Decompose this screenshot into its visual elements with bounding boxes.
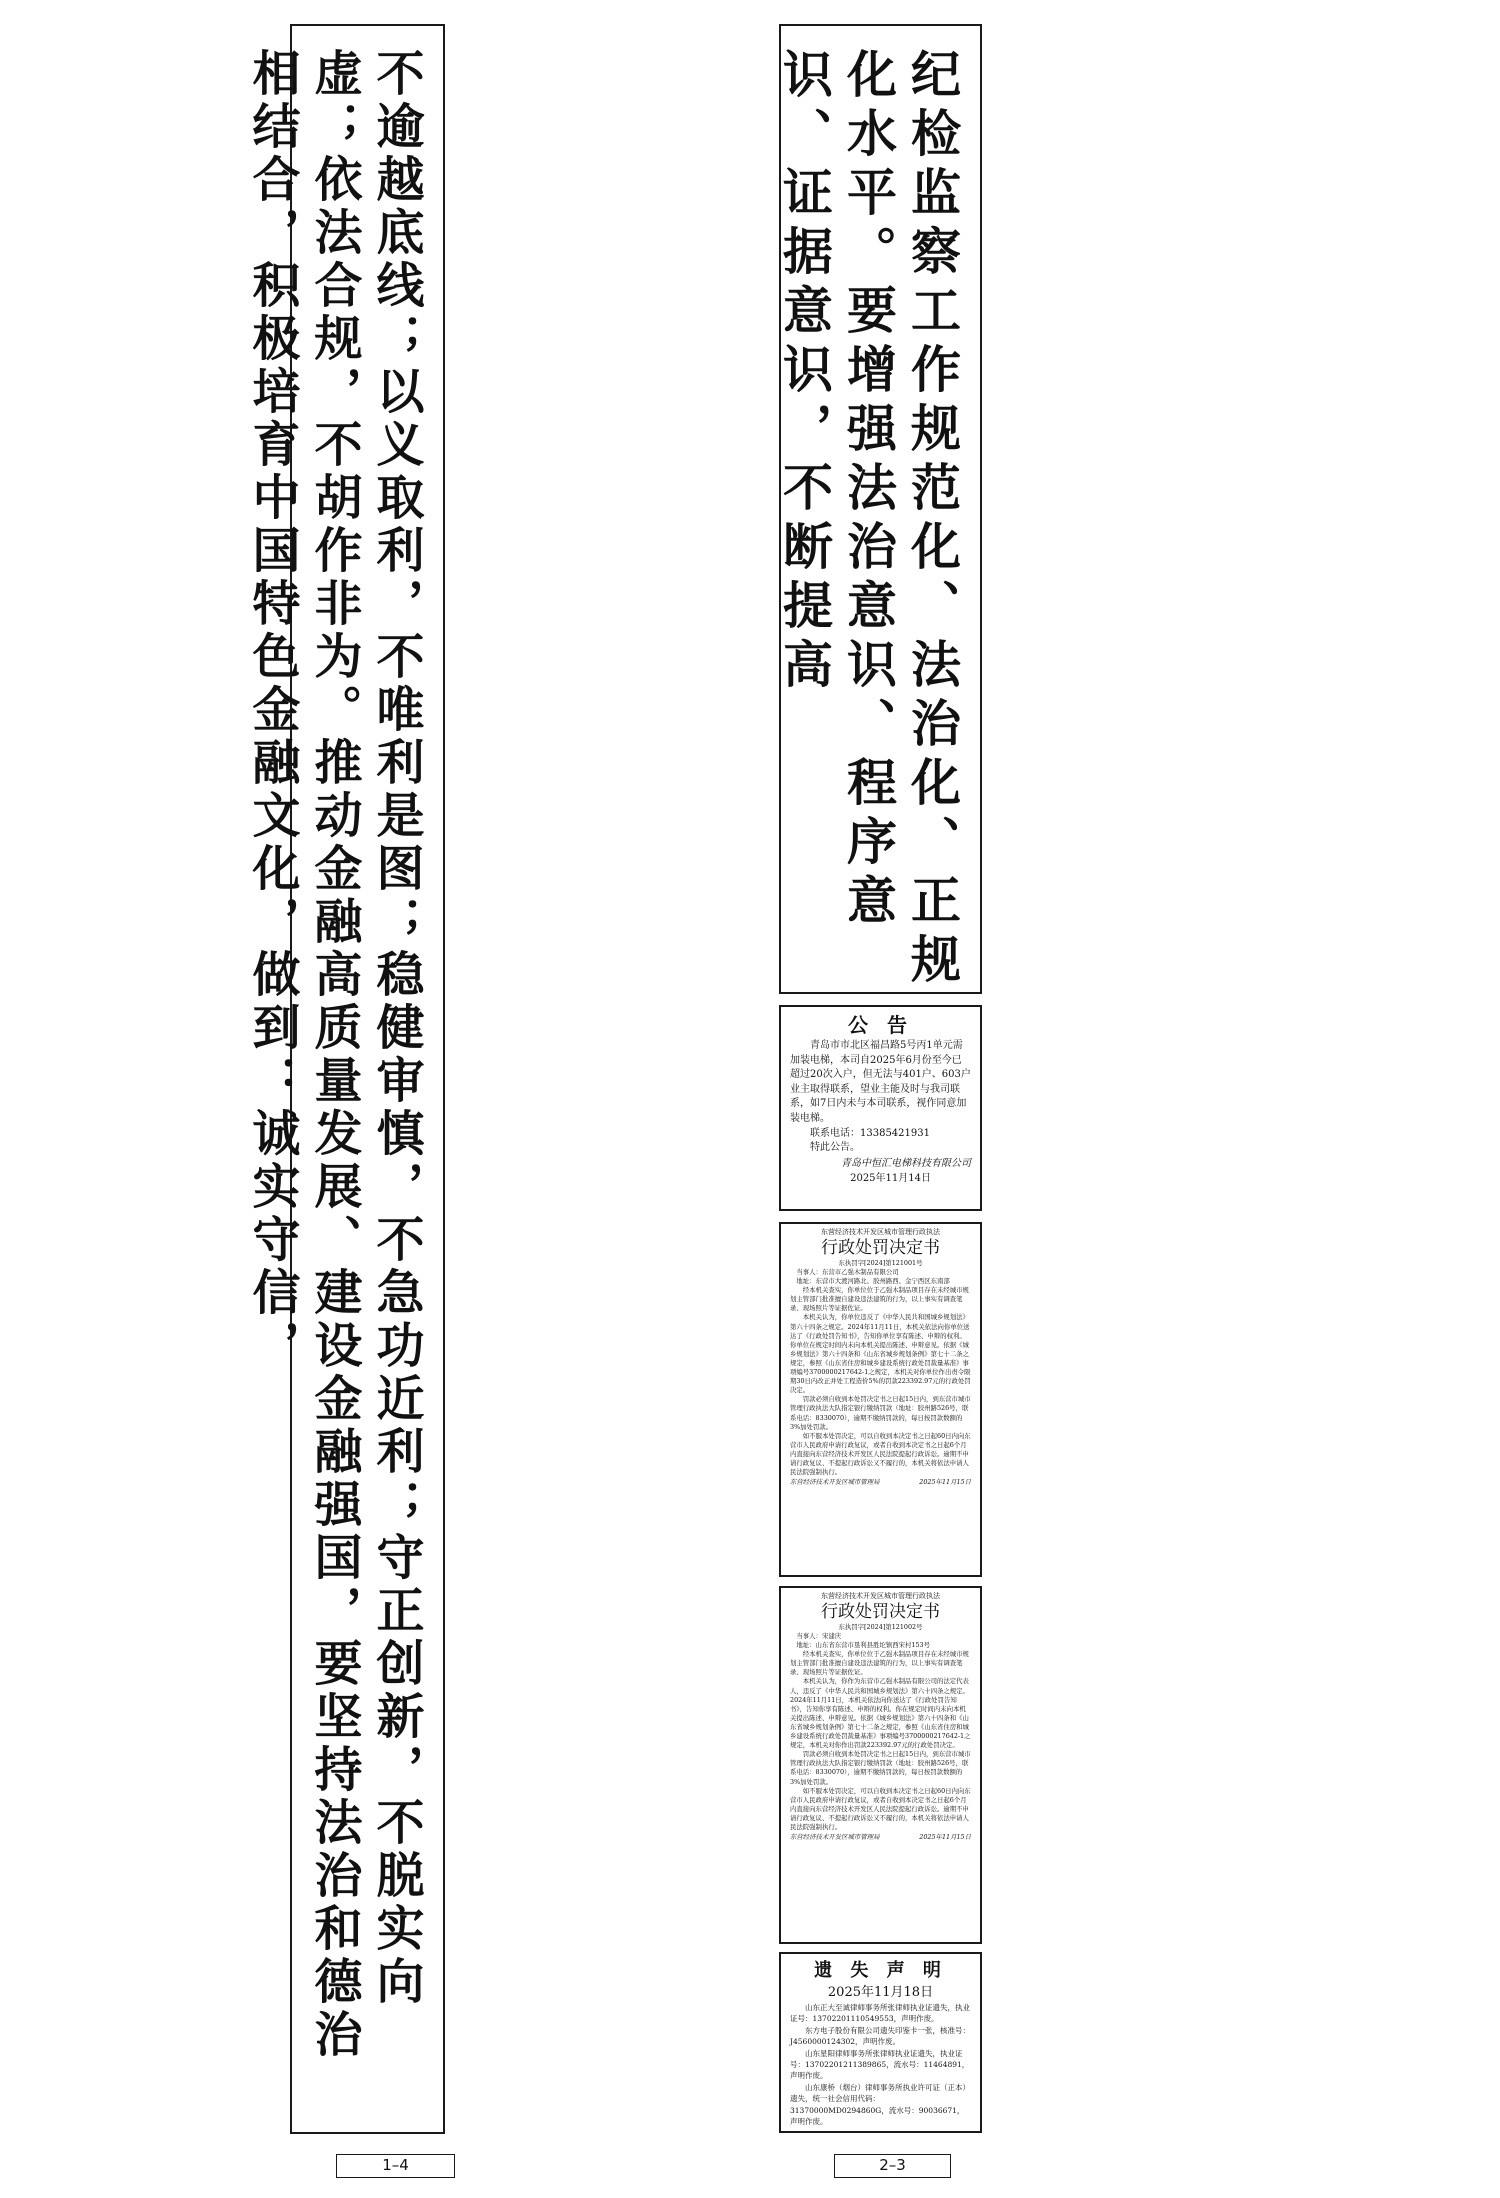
- penalty-address: 地址：山东省东营市垦利县胜坨镇西宋村153号: [796, 1641, 931, 1650]
- penalty-party: 当事人：东营市乙强木制品有限公司: [796, 1268, 899, 1276]
- penalty-party: 当事人：宋建庆: [796, 1632, 842, 1640]
- left-banner: [244, 24, 445, 2134]
- penalty-footer-date: 2025年11月15日: [919, 1833, 971, 1842]
- penalty-footer-org: 东营经济技术开发区城市管理局: [790, 1478, 880, 1487]
- penalty-case-number: 东执罚字[2024]第121001号: [838, 1259, 923, 1267]
- penalty-footer-org: 东营经济技术开发区城市管理局: [790, 1833, 880, 1842]
- public-notice: [779, 1005, 982, 1211]
- penalty-paragraph: 如不服本处罚决定，可以自收到本决定书之日起60日内向东营市人民政府申请行政复议，或者自收到本决定书之日起6个月内直接向东营经济技术开发区人民法院提起行政诉讼。逾期不申请行政复议、不提起行政诉讼又不履行的，本机关将依法申请人民法院强制执行。: [790, 1786, 971, 1831]
- page-label-right: 2–3: [834, 2154, 951, 2178]
- penalty-title: 行政处罚决定书: [821, 1238, 940, 1258]
- left-banner-text: 不逾越底线；以义取利，不唯利是图；稳健审慎，不急功近利；守正创新，不脱实向虚；依法合规，不胡作非为。推动金融高质量发展、建设金融强国，要坚持法治和德治相结合，积极培育中国特色金融文化，做到：诚实守信，: [244, 48, 424, 2062]
- lost-notice-title: 遗 失 声 明: [814, 1960, 947, 1981]
- lost-notice-date: 2025年11月18日: [827, 1985, 934, 2000]
- lost-notice-item: 山东正大至诚律师事务所张律师执业证遗失，执业证号：13702201110549553，声明作废。: [790, 2003, 970, 2024]
- notice-paragraph: 青岛市市北区福昌路5号丙1单元需加装电梯，本司自2025年6月份至今已超过20次入户，但无法与401户、603户业主取得联系，望业主能及时与我司联系，如7日内未与本司联系，视作同意加装电梯。: [790, 1040, 971, 1124]
- penalty-decision-2: [779, 1586, 982, 1944]
- lost-notice-item: 山东康桥（烟台）律师事务所执业许可证（正本）遗失，统一社会信用代码：31370000MD0294860G，流水号：90036671，声明作废。: [790, 2082, 970, 2127]
- penalty-paragraph: 如不服本处罚决定，可以自收到本决定书之日起60日内向东营市人民政府申请行政复议，或者自收到本决定书之日起6个月内直接向东营经济技术开发区人民法院提起行政诉讼。逾期不申请行政复议、不提起行政诉讼又不履行的，本机关将依法申请人民法院强制执行。: [790, 1431, 971, 1477]
- penalty-title: 行政处罚决定书: [821, 1602, 940, 1622]
- penalty-address: 地址：东营市大渡河路北、胶州路西、金宁西区东南部: [796, 1277, 950, 1286]
- penalty-case-number: 东执罚字[2024]第121002号: [838, 1623, 923, 1631]
- penalty-footer-date: 2025年11月15日: [919, 1478, 971, 1487]
- notice-phone: 联系电话：13385421931: [810, 1127, 930, 1139]
- penalty-paragraph: 罚款必须自收到本处罚决定书之日起15日内，到东营市城市管理行政执法大队指定银行缴纳罚款（地址：胶州路526号，联系电话：8330070），逾期不缴纳罚款的，每日按罚款数额的3%加处罚款。: [790, 1750, 971, 1786]
- lost-notice-item: 东方电子股份有限公司遗失印鉴卡一张，核准号：J4560000124302，声明作废。: [790, 2025, 970, 2047]
- penalty-decision-1: [779, 1222, 982, 1577]
- notice-title: 公 告: [848, 1013, 913, 1037]
- penalty-issuer: 东营经济技术开发区城市管理行政执法: [821, 1592, 940, 1600]
- penalty-paragraph: 本机关认为，你作为东营市乙强木制品有限公司的法定代表人，违反了《中华人民共和国城乡规划法》第六十四条之规定。2024年11月11日，本机关依法向你送达了《行政处罚告知书》，告知你享有陈述、申辩的权利。你在规定时间内未向本机关提出陈述、申辩意见。依据《城乡规划法》第六十四条和《山东省城乡规划条例》第七十二条之规定，参照《山东省住房和城乡建设系统行政处罚裁量基准》事项编号3700000217642-1之规定，本机关对你作出罚款223392.97元的行政处罚决定。: [790, 1677, 971, 1750]
- right-banner: [775, 24, 982, 994]
- penalty-paragraph: 经本机关查实，你单位位于乙强木制品项目存在未经城市规划主管部门批准擅自建设违法建筑的行为，以上事实有调查笔录、现场照片等证据佐证。: [790, 1650, 969, 1677]
- penalty-paragraph: 本机关认为，你单位违反了《中华人民共和国城乡规划法》第六十四条之规定。2024年11月11日，本机关依法向你单位送达了《行政处罚告知书》，告知你单位享有陈述、申辩的权利。你单位在规定时间内未向本机关提出陈述、申辩意见。依据《城乡规划法》第六十四条和《山东省城乡规划条例》第七十二条之规定，参照《山东省住房和城乡建设系统行政处罚裁量基准》事项编号3700000217642-1之规定，本机关对你单位作出责令限期30日内改正并处工程造价5%的罚款223392.97元的行政处罚决定。: [790, 1313, 971, 1395]
- penalty-footer: [790, 1832, 971, 1842]
- penalty-paragraph: 经本机关查实，你单位位于乙强木制品项目存在未经城市规划主管部门批准擅自建设违法建筑的行为，以上事实有调查笔录、现场照片等证据佐证。: [790, 1286, 969, 1313]
- penalty-footer: [790, 1477, 971, 1487]
- right-banner-text: 纪检监察工作规范化、法治化、正规化水平。要增强法治意识、程序意识、证据意识，不断提高: [775, 48, 962, 992]
- notice-date: 2025年11月14日: [850, 1172, 931, 1184]
- lost-notice-item: 山东星阳律师事务所张律师执业证遗失，执业证号：13702201211389865，流水号：11464891，声明作废。: [790, 2048, 970, 2081]
- lost-notice: [779, 1952, 982, 2133]
- notice-signature: 青岛中恒汇电梯科技有限公司: [841, 1157, 971, 1169]
- notice-closing: 特此公告。: [810, 1142, 860, 1154]
- penalty-issuer: 东营经济技术开发区城市管理行政执法: [821, 1228, 940, 1236]
- penalty-paragraph: 罚款必须自收到本处罚决定书之日起15日内，到东营市城市管理行政执法大队指定银行缴纳罚款（地址：胶州路526号，联系电话：8330070），逾期不缴纳罚款的，每日按罚款数额的3%加处罚款。: [790, 1395, 971, 1431]
- page-label-left: 1–4: [336, 2154, 455, 2178]
